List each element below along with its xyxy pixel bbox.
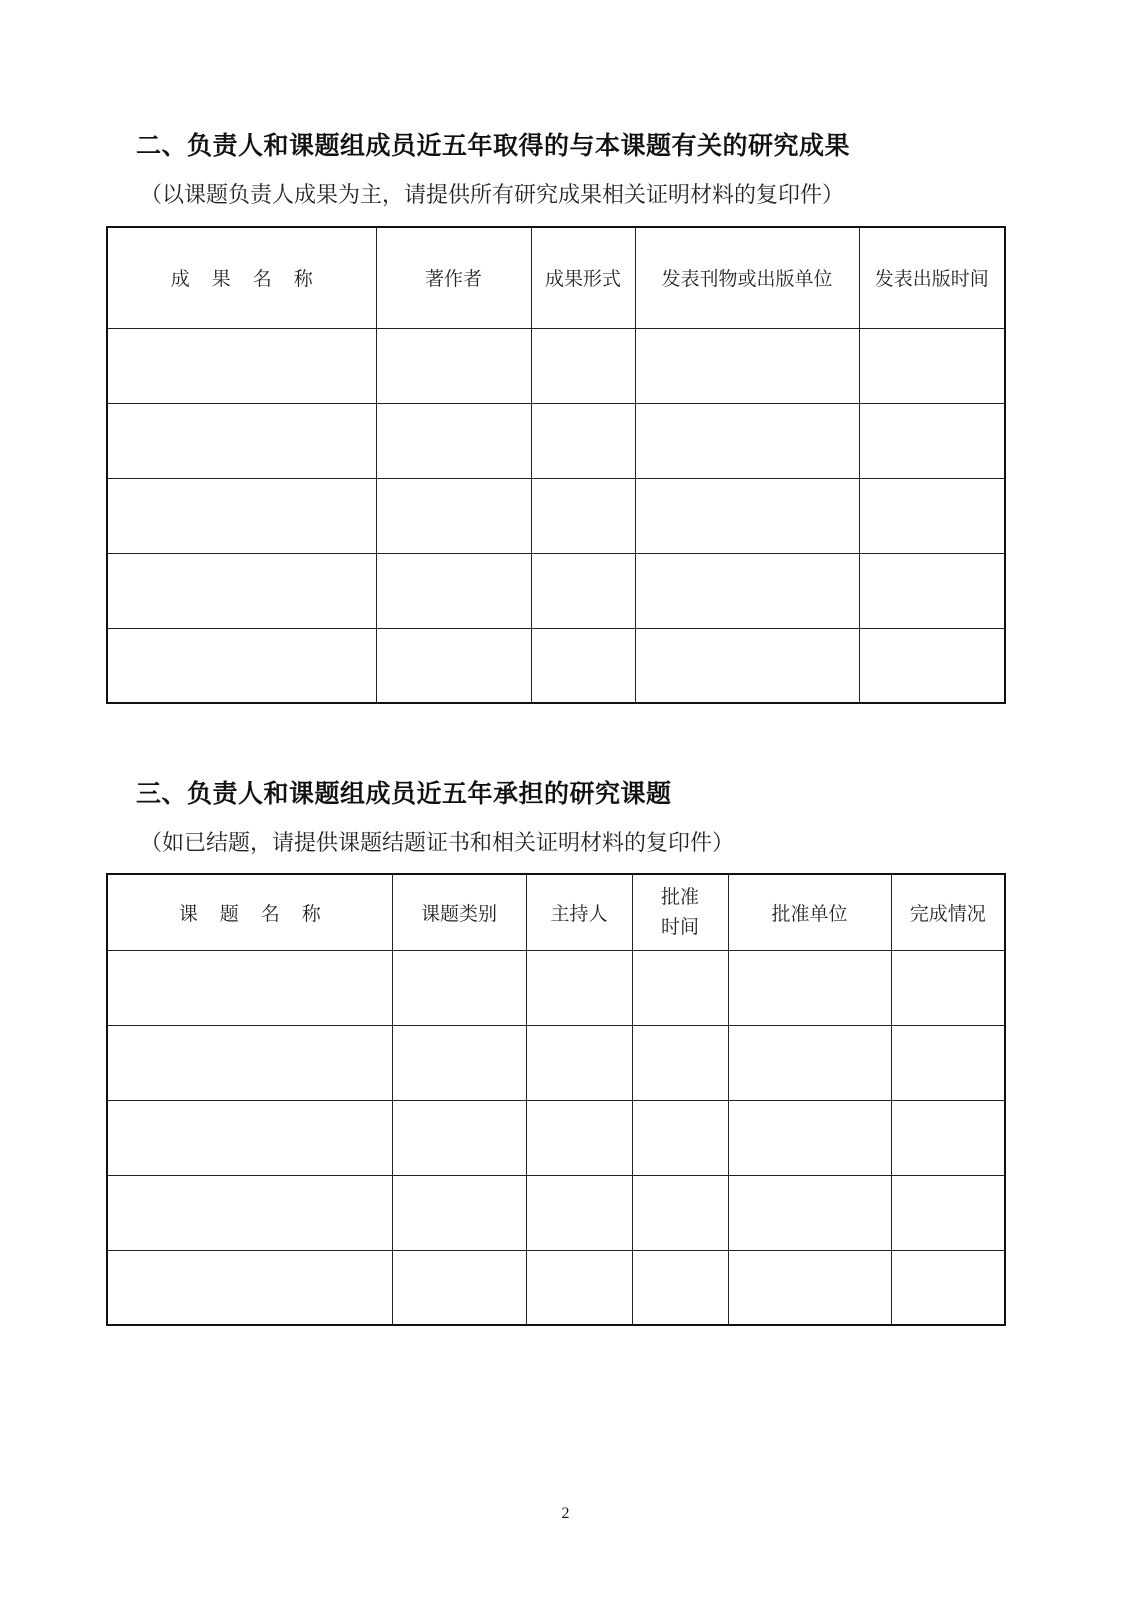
- table-cell[interactable]: [728, 1250, 891, 1325]
- table-cell[interactable]: [531, 553, 635, 628]
- table-cell[interactable]: [632, 1250, 728, 1325]
- table-header-row: [107, 874, 1005, 950]
- table-cell[interactable]: [859, 478, 1005, 553]
- table-cell[interactable]: [392, 1025, 526, 1100]
- col-header-publisher: 发表刊物或出版单位: [635, 227, 859, 328]
- table-cell[interactable]: [526, 950, 632, 1025]
- table-row: [107, 1175, 1005, 1250]
- table-cell[interactable]: [376, 478, 531, 553]
- table-cell[interactable]: [632, 950, 728, 1025]
- table-cell[interactable]: [859, 553, 1005, 628]
- table-cell[interactable]: [632, 1100, 728, 1175]
- table-cell[interactable]: [891, 1100, 1005, 1175]
- table-cell[interactable]: [107, 1025, 392, 1100]
- table-cell[interactable]: [728, 1175, 891, 1250]
- table-cell[interactable]: [107, 628, 376, 703]
- table-cell[interactable]: [859, 628, 1005, 703]
- col-header-project-name: 课题名称: [107, 874, 392, 950]
- table-cell[interactable]: [891, 1175, 1005, 1250]
- table-cell[interactable]: [107, 403, 376, 478]
- table-row: [107, 1025, 1005, 1100]
- approval-time-line1: 批准: [660, 886, 699, 909]
- table-cell[interactable]: [891, 1250, 1005, 1325]
- col-header-completion-status: 完成情况: [891, 874, 1005, 950]
- section3-note: （如已结题，请提供课题结题证书和相关证明材料的复印件）: [140, 831, 735, 856]
- table-cell[interactable]: [635, 553, 859, 628]
- table-cell[interactable]: [392, 1175, 526, 1250]
- table-cell[interactable]: [376, 328, 531, 403]
- table-row: [107, 950, 1005, 1025]
- table-row: [107, 628, 1005, 703]
- col-header-project-category: 课题类别: [392, 874, 526, 950]
- col-header-author: 著作者: [376, 227, 531, 328]
- table-cell[interactable]: [531, 478, 635, 553]
- table-row: [107, 478, 1005, 553]
- col-header-publish-date: 发表出版时间: [859, 227, 1005, 328]
- table-cell[interactable]: [891, 950, 1005, 1025]
- table-cell[interactable]: [635, 628, 859, 703]
- col-header-approval-unit: 批准单位: [728, 874, 891, 950]
- table-cell[interactable]: [891, 1025, 1005, 1100]
- col-header-approval-time: [632, 874, 728, 950]
- table-cell[interactable]: [635, 328, 859, 403]
- research-projects-table: [106, 873, 1006, 1326]
- table-cell[interactable]: [107, 950, 392, 1025]
- table-cell[interactable]: [728, 1100, 891, 1175]
- table-row: [107, 403, 1005, 478]
- table-cell[interactable]: [526, 1250, 632, 1325]
- col-header-host: 主持人: [526, 874, 632, 950]
- table-cell[interactable]: [635, 478, 859, 553]
- table-row: [107, 328, 1005, 403]
- table-cell[interactable]: [526, 1175, 632, 1250]
- table-cell[interactable]: [107, 1100, 392, 1175]
- section2-title: 二、负责人和课题组成员近五年取得的与本课题有关的研究成果: [136, 131, 851, 160]
- table-cell[interactable]: [859, 403, 1005, 478]
- table-cell[interactable]: [376, 628, 531, 703]
- table-cell[interactable]: [728, 950, 891, 1025]
- table-row: [107, 1250, 1005, 1325]
- section3-title: 三、负责人和课题组成员近五年承担的研究课题: [136, 779, 672, 808]
- approval-time-line2: 时间: [660, 916, 699, 939]
- table-cell[interactable]: [632, 1025, 728, 1100]
- section2-note: （以课题负责人成果为主，请提供所有研究成果相关证明材料的复印件）: [140, 183, 845, 208]
- table-row: [107, 553, 1005, 628]
- table-cell[interactable]: [859, 328, 1005, 403]
- table-cell[interactable]: [635, 403, 859, 478]
- table-cell[interactable]: [531, 403, 635, 478]
- table-cell[interactable]: [376, 553, 531, 628]
- table-cell[interactable]: [392, 1250, 526, 1325]
- page-number: 2: [561, 1505, 570, 1522]
- research-results-table: [106, 226, 1006, 704]
- table-cell[interactable]: [107, 478, 376, 553]
- col-header-result-name: 成果名称: [107, 227, 376, 328]
- table-header-row: [107, 227, 1005, 328]
- table-cell[interactable]: [392, 1100, 526, 1175]
- table-cell[interactable]: [107, 1250, 392, 1325]
- table-cell[interactable]: [392, 950, 526, 1025]
- table-cell[interactable]: [107, 328, 376, 403]
- table-cell[interactable]: [107, 1175, 392, 1250]
- table-cell[interactable]: [526, 1025, 632, 1100]
- table-row: [107, 1100, 1005, 1175]
- table-cell[interactable]: [531, 328, 635, 403]
- table-cell[interactable]: [531, 628, 635, 703]
- table-cell[interactable]: [526, 1100, 632, 1175]
- table-cell[interactable]: [728, 1025, 891, 1100]
- col-header-result-form: 成果形式: [531, 227, 635, 328]
- table-cell[interactable]: [632, 1175, 728, 1250]
- table-cell[interactable]: [376, 403, 531, 478]
- table-cell[interactable]: [107, 553, 376, 628]
